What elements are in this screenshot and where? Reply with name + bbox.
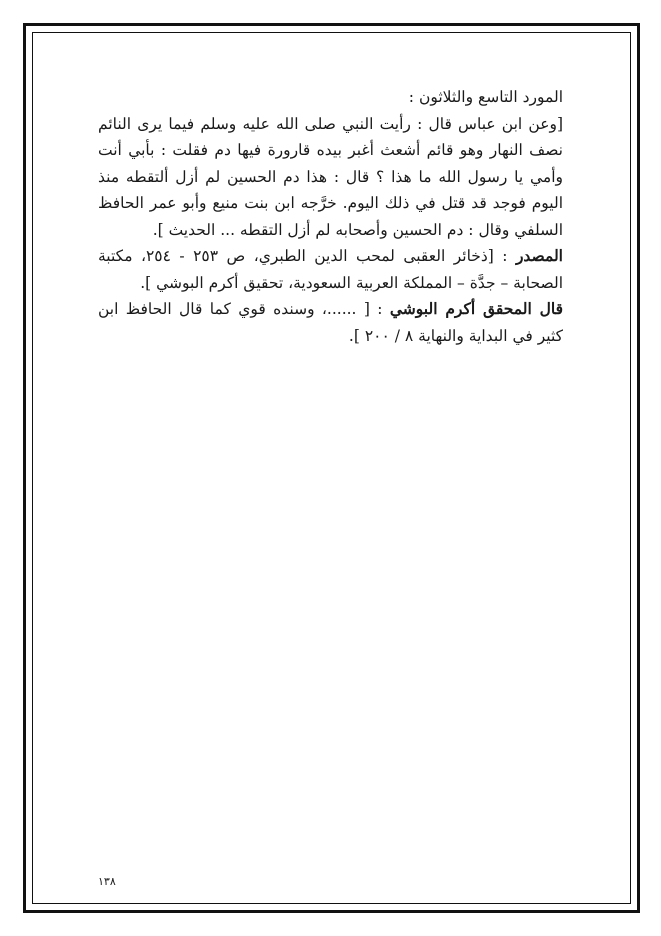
section-heading: المورد التاسع والثلاثون : xyxy=(408,88,563,106)
page-content xyxy=(98,84,563,349)
source-paragraph xyxy=(98,243,563,296)
verifier-text: : [ ......، وسنده قوي كما قال الحافظ ابن كثير في البداية والنهاية ٨ / ٢٠٠ ]. xyxy=(98,300,563,345)
verifier-paragraph xyxy=(98,296,563,349)
verifier-label: قال المحقق أكرم البوشي xyxy=(389,299,563,318)
source-text: : [ذخائر العقبى لمحب الدين الطبري، ص ٢٥٣ - ٢٥٤، مكتبة الصحابة – جدَّة – المملكة العربية السعودية، تحقيق أكرم البوشي ]. xyxy=(98,247,563,292)
hadith-text: [وعن ابن عباس قال : رأيت النبي صلى الله عليه وسلم فيما يرى النائم نصف النهار وهو قائم أشعث أغبر بيده قارورة فيها دم فقلت : بأبي أنت وأمي يا رسول الله ما هذا ؟ قال : هذا دم الحسين لم أزل ألتقطه منذ اليوم فوجد قد قتل في ذلك اليوم. خرَّجه ابن بنت منيع وأبو عمر الحافظ السلفي وقال : دم الحسين وأصحابه لم أزل التقطه ... الحديث ]. xyxy=(98,114,563,239)
source-label: المصدر xyxy=(515,246,563,265)
page-number: ١٣٨ xyxy=(98,875,116,888)
